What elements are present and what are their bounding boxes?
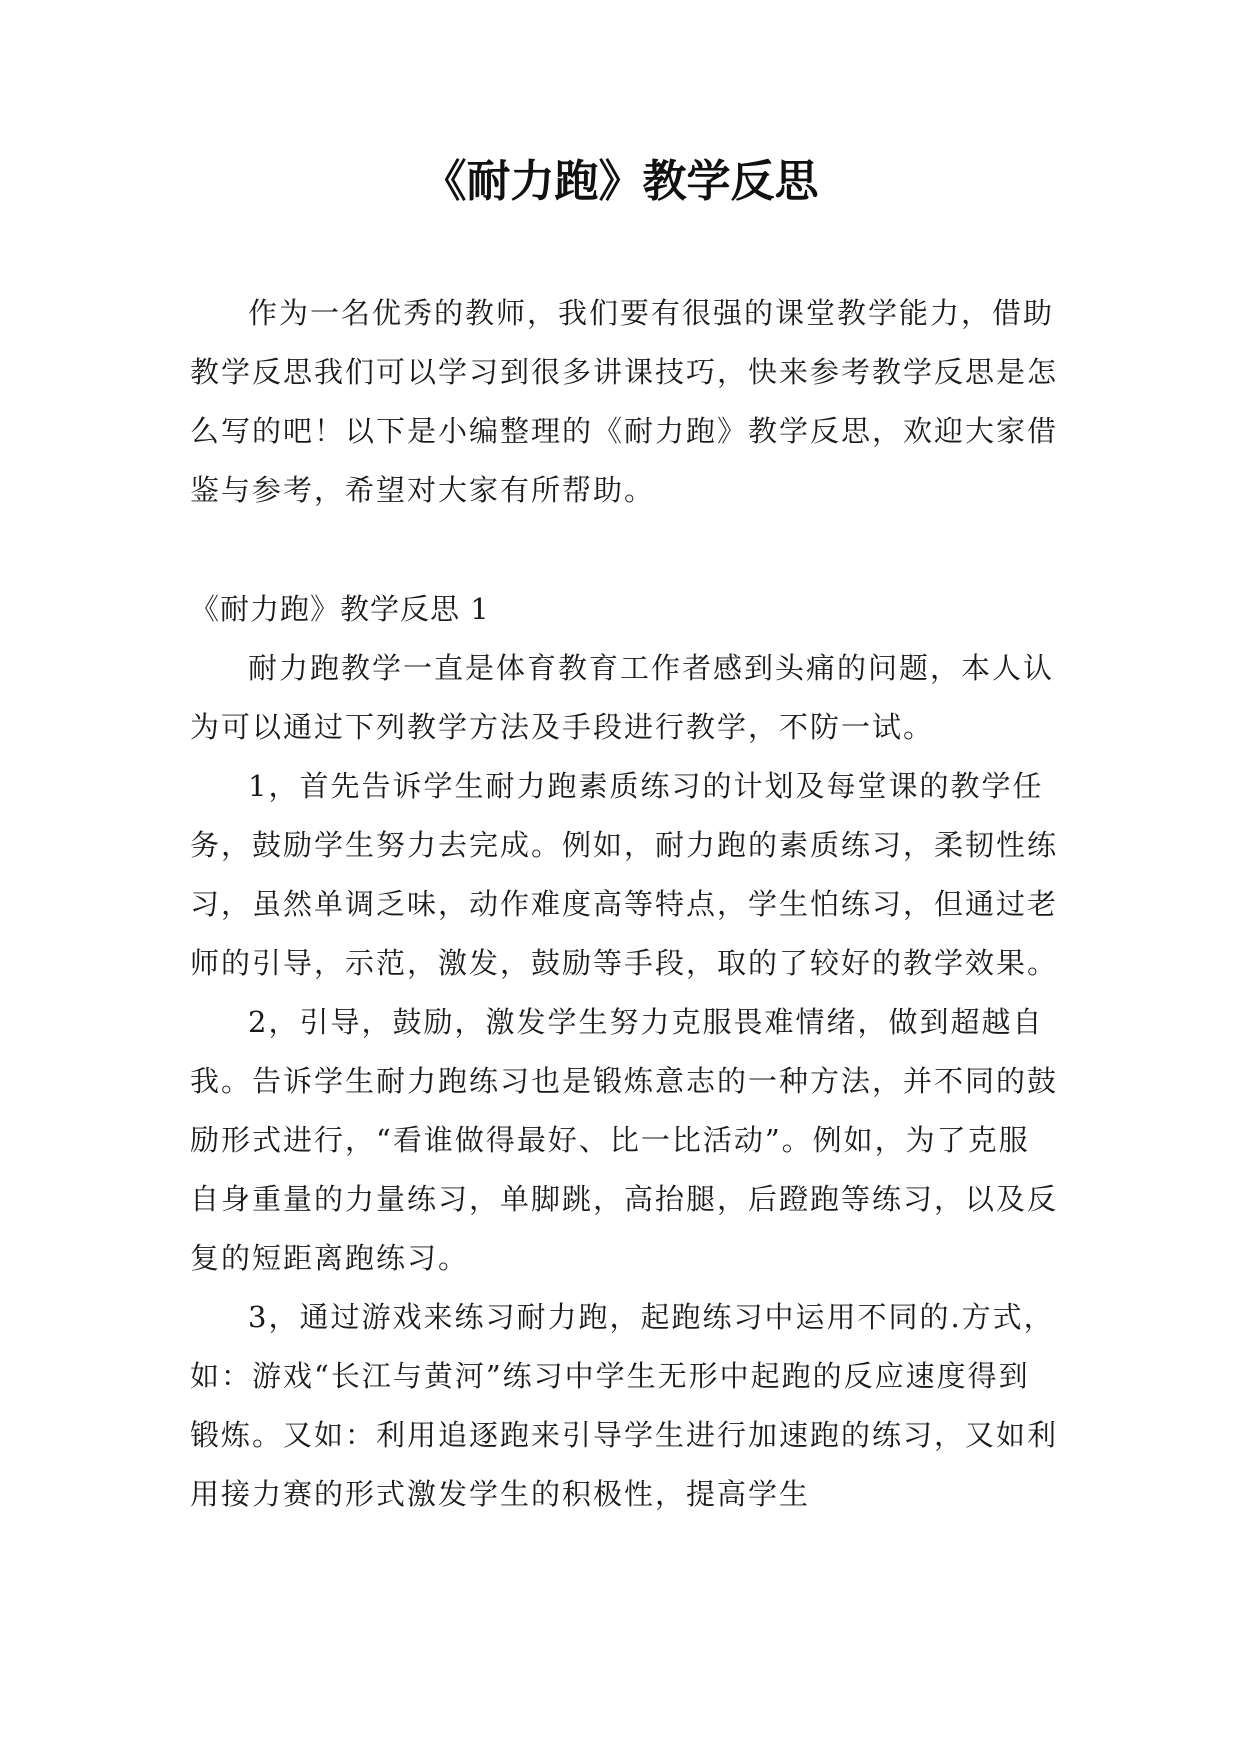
intro-block bbox=[190, 284, 1060, 520]
section-paragraph: 1，首先告诉学生耐力跑素质练习的计划及每堂课的教学任务，鼓励学生努力去完成。例如，耐力跑的素质练习，柔韧性练习，虽然单调乏味，动作难度高等特点，学生怕练习，但通过老师的引导，示范，激发，鼓励等手段，取的了较好的教学效果。 bbox=[190, 769, 1059, 980]
section-paragraph: 3，通过游戏来练习耐力跑，起跑练习中运用不同的.方式，如：游戏“长江与黄河”练习中学生无形中起跑的反应速度得到锻炼。又如：利用追逐跑来引导学生进行加速跑的练习，又如利用接力赛的形式激发学生的积极性，提高学生 bbox=[190, 1300, 1059, 1511]
section-paragraph: 耐力跑教学一直是体育教育工作者感到头痛的问题，本人认为可以通过下列教学方法及手段进行教学，不防一试。 bbox=[190, 651, 1055, 744]
section-1 bbox=[190, 580, 1060, 1524]
document-title: 《耐力跑》教学反思 bbox=[422, 156, 819, 207]
section-heading: 《耐力跑》教学反思 1 bbox=[190, 592, 490, 626]
intro-paragraph: 作为一名优秀的教师，我们要有很强的课堂教学能力，借助教学反思我们可以学习到很多讲课技巧，快来参考教学反思是怎么写的吧！以下是小编整理的《耐力跑》教学反思，欢迎大家借鉴与参考，希望对大家有所帮助。 bbox=[190, 296, 1059, 507]
section-paragraph: 2，引导，鼓励，激发学生努力克服畏难情绪，做到超越自我。告诉学生耐力跑练习也是锻炼意志的一种方法，并不同的鼓励形式进行，“看谁做得最好、比一比活动”。例如，为了克服自身重量的力量练习，单脚跳，高抬腿，后蹬跑等练习，以及反复的短距离跑练习。 bbox=[190, 1005, 1059, 1275]
